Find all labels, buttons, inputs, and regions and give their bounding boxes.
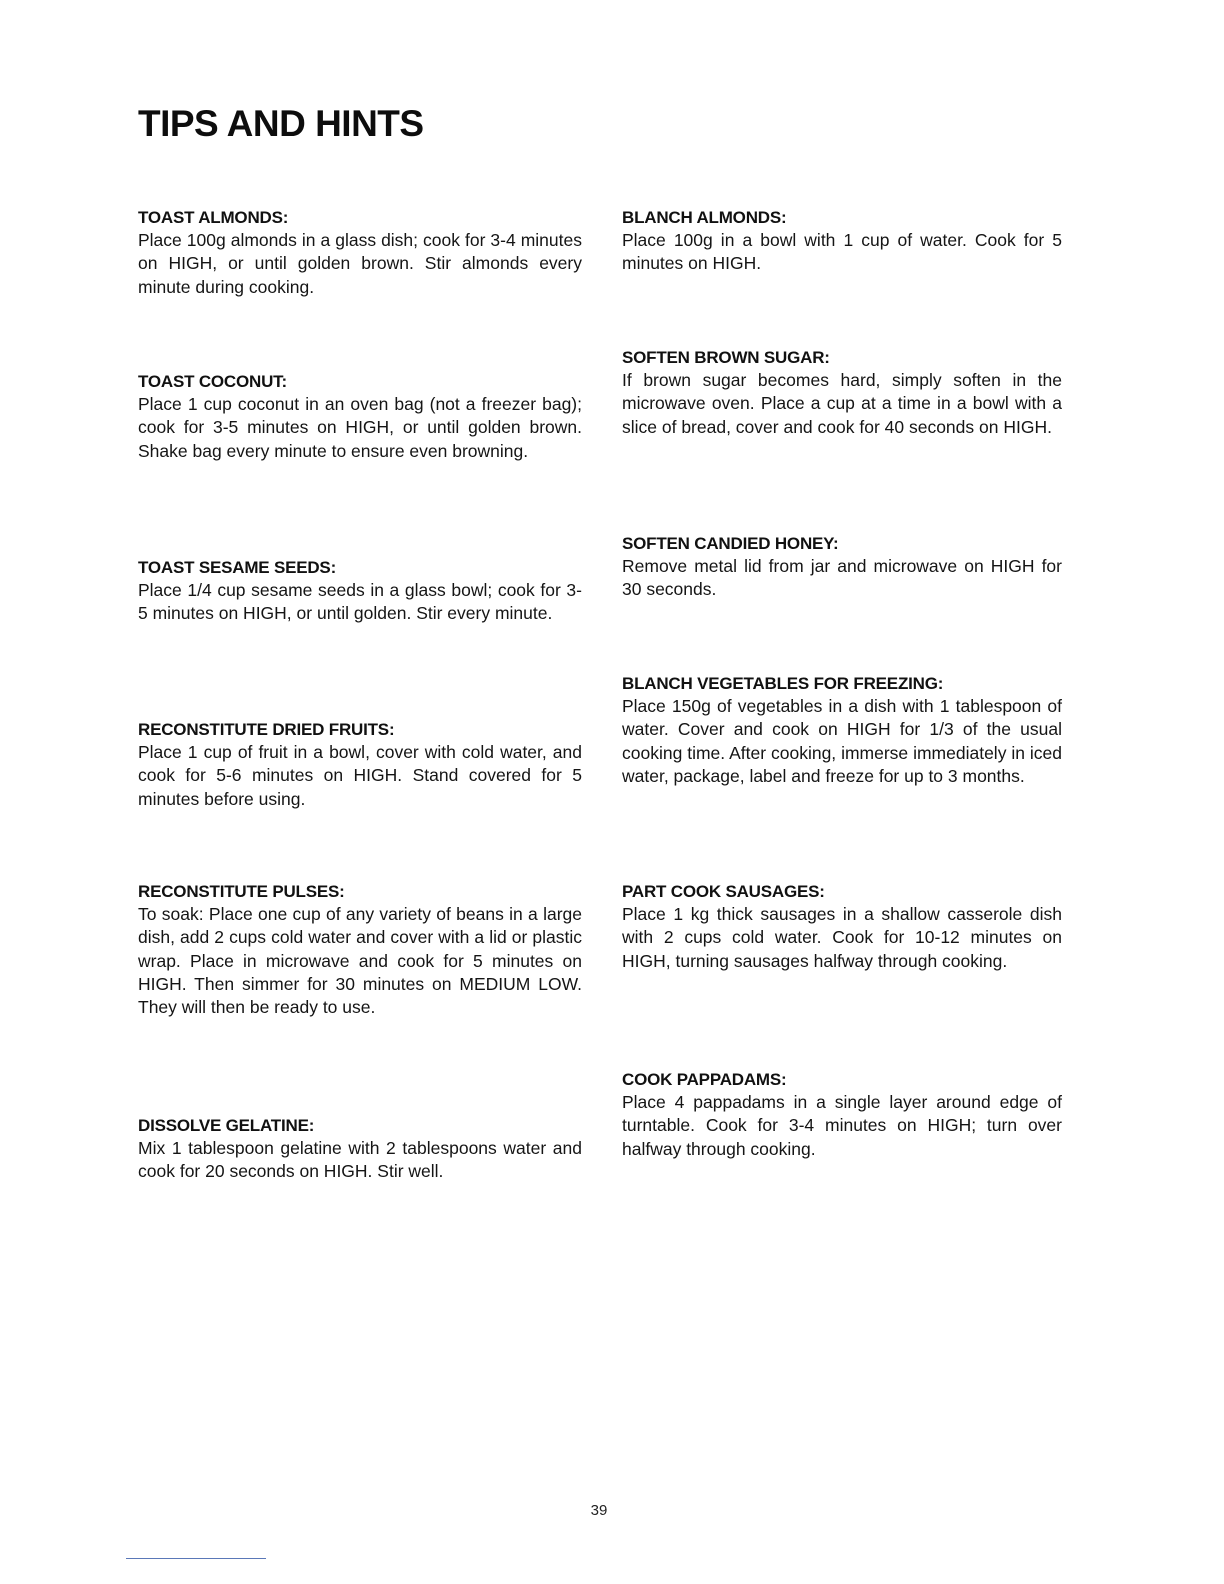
tip-reconstitute-pulses	[138, 880, 582, 1019]
tip-blanch-almonds	[622, 206, 1062, 276]
tip-heading: SOFTEN CANDIED HONEY:	[622, 534, 839, 553]
page-number: 39	[590, 1502, 608, 1519]
footer-rule	[126, 1558, 266, 1559]
tip-toast-almonds	[138, 206, 582, 299]
tip-body: To soak: Place one cup of any variety of beans in a large dish, add 2 cups cold water and cover with a lid or plastic wrap. Place in microwave and cook for 5 minutes on HIGH. Then simmer for 30 minutes on MEDIUM LOW. They will then be ready to use.	[138, 904, 582, 1018]
tip-body: Place 1 cup of fruit in a bowl, cover with cold water, and cook for 5-6 minutes on HIGH. Stand covered for 5 minutes before using.	[138, 742, 582, 809]
tip-dissolve-gelatine	[138, 1114, 582, 1184]
tip-body: Place 4 pappadams in a single layer around edge of turntable. Cook for 3-4 minutes on HIGH; turn over halfway through cooking.	[622, 1092, 1062, 1159]
tip-part-cook-sausages	[622, 880, 1062, 973]
tip-body: Place 1 cup coconut in an oven bag (not a freezer bag); cook for 3-5 minutes on HIGH, or until golden brown. Shake bag every minute to ensure even browning.	[138, 394, 582, 461]
tip-body: Place 100g almonds in a glass dish; cook for 3-4 minutes on HIGH, or until golden brown. Stir almonds every minute during cooking.	[138, 230, 582, 297]
tip-toast-coconut	[138, 370, 582, 463]
tip-soften-candied-honey	[622, 532, 1062, 602]
tip-heading: RECONSTITUTE PULSES:	[138, 882, 345, 901]
tip-heading: COOK PAPPADAMS:	[622, 1070, 787, 1089]
tip-body: Place 1 kg thick sausages in a shallow casserole dish with 2 cups cold water. Cook for 10-12 minutes on HIGH, turning sausages halfway through cooking.	[622, 904, 1062, 971]
tip-heading: BLANCH VEGETABLES FOR FREEZING:	[622, 674, 944, 693]
tip-heading: TOAST ALMONDS:	[138, 208, 289, 227]
page-title: TIPS AND HINTS	[138, 103, 424, 144]
tip-body: Place 1/4 cup sesame seeds in a glass bowl; cook for 3-5 minutes on HIGH, or until golden. Stir every minute.	[138, 580, 582, 624]
tip-body: Place 100g in a bowl with 1 cup of water. Cook for 5 minutes on HIGH.	[622, 230, 1062, 274]
tip-body: Remove metal lid from jar and microwave on HIGH for 30 seconds.	[622, 556, 1062, 600]
tip-heading: RECONSTITUTE DRIED FRUITS:	[138, 720, 395, 739]
tip-heading: DISSOLVE GELATINE:	[138, 1116, 315, 1135]
tip-toast-sesame-seeds	[138, 556, 582, 626]
tip-heading: TOAST SESAME SEEDS:	[138, 558, 337, 577]
tip-blanch-vegetables	[622, 672, 1062, 788]
tip-heading: BLANCH ALMONDS:	[622, 208, 787, 227]
tip-reconstitute-dried-fruits	[138, 718, 582, 811]
tip-body: Place 150g of vegetables in a dish with 1 tablespoon of water. Cover and cook on HIGH for 1/3 of the usual cooking time. After cooking, immerse immediately in iced water, package, label and freeze for up to 3 months.	[622, 696, 1062, 786]
tip-heading: SOFTEN BROWN SUGAR:	[622, 348, 830, 367]
tip-heading: TOAST COCONUT:	[138, 372, 287, 391]
tip-cook-pappadams	[622, 1068, 1062, 1161]
tip-soften-brown-sugar	[622, 346, 1062, 439]
tip-heading: PART COOK SAUSAGES:	[622, 882, 825, 901]
tip-body: If brown sugar becomes hard, simply soften in the microwave oven. Place a cup at a time in a bowl with a slice of bread, cover and cook for 40 seconds on HIGH.	[622, 370, 1062, 437]
tip-body: Mix 1 tablespoon gelatine with 2 tablespoons water and cook for 20 seconds on HIGH. Stir well.	[138, 1138, 582, 1182]
